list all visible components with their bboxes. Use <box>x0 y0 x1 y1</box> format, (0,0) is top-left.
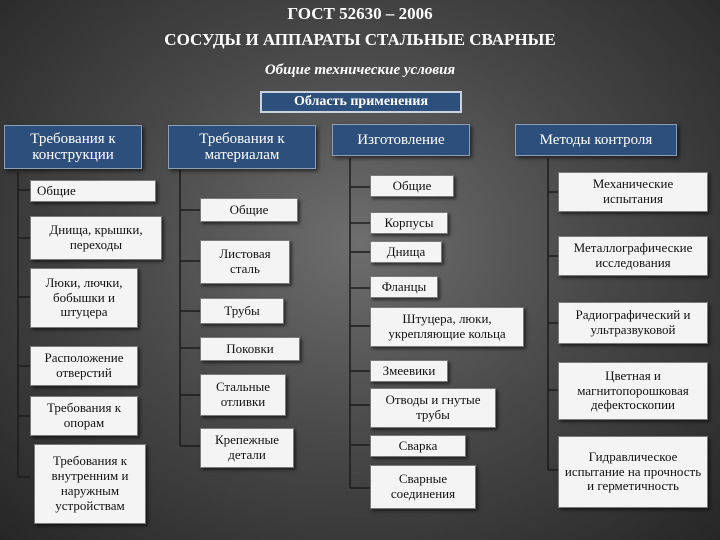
connector-col2 <box>180 170 200 446</box>
item-materials-general: Общие <box>200 198 298 222</box>
item-materials-forgings: Поковки <box>200 337 300 361</box>
standard-title: СОСУДЫ И АППАРАТЫ СТАЛЬНЫЕ СВАРНЫЕ <box>164 30 556 49</box>
heading-materials: Требования к материалам <box>168 125 316 169</box>
scope-box: Область применения <box>260 91 462 113</box>
item-manufacturing-shells: Корпусы <box>370 212 448 234</box>
item-materials-pipes: Трубы <box>200 298 284 324</box>
heading-construction: Требования к конструкции <box>4 125 142 169</box>
item-control-flaw-detection: Цветная и магнитопорошковая дефектоскопии <box>558 362 708 420</box>
item-control-metallography: Металлографические исследования <box>558 236 708 276</box>
item-manufacturing-heads: Днища <box>370 241 442 263</box>
item-construction-general: Общие <box>30 180 156 202</box>
item-manufacturing-nozzles: Штуцера, люки, укрепляющие кольца <box>370 307 524 347</box>
item-construction-heads: Днища, крышки, переходы <box>30 216 162 260</box>
item-construction-supports: Требования к опорам <box>30 396 138 436</box>
heading-control-methods: Методы контроля <box>515 124 677 156</box>
item-manufacturing-welds: Сварные соединения <box>370 465 476 509</box>
item-materials-castings: Стальные отливки <box>200 374 286 416</box>
heading-manufacturing: Изготовление <box>332 124 470 156</box>
item-materials-fasteners: Крепежные детали <box>200 428 294 468</box>
item-construction-hatches: Люки, лючки, бобышки и штуцера <box>30 268 138 328</box>
item-manufacturing-coils: Змеевики <box>370 360 448 382</box>
item-control-hydraulic: Гидравлическое испытание на прочность и герметичность <box>558 436 708 508</box>
connector-col1 <box>18 172 30 477</box>
connector-col3 <box>350 158 370 488</box>
item-control-mechanical: Механические испытания <box>558 172 708 212</box>
standard-number: ГОСТ 52630 – 2006 <box>287 4 433 23</box>
item-manufacturing-bends: Отводы и гнутые трубы <box>370 388 496 428</box>
item-control-radiography: Радиографический и ультразвуковой <box>558 302 708 344</box>
item-construction-holes: Расположение отверстий <box>30 346 138 386</box>
connector-col4 <box>548 158 558 470</box>
item-construction-devices: Требования к внутренним и наружным устройствам <box>34 444 146 524</box>
item-manufacturing-welding: Сварка <box>370 435 466 457</box>
item-manufacturing-general: Общие <box>370 175 454 197</box>
standard-subtitle: Общие технические условия <box>264 62 456 78</box>
item-materials-sheet: Листовая сталь <box>200 240 290 284</box>
item-manufacturing-flanges: Фланцы <box>370 276 438 298</box>
